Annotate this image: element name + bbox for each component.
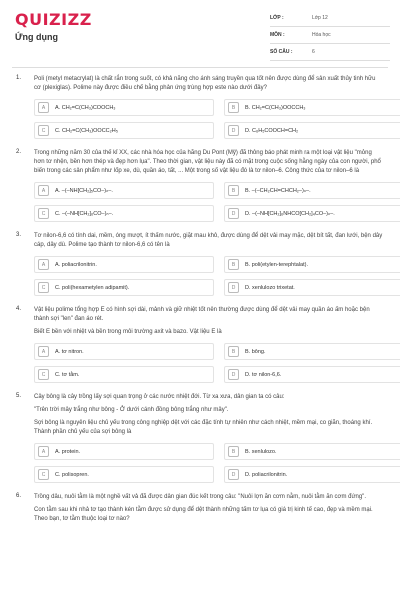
question-1 bbox=[0, 75, 400, 139]
option-text: B. CH₂=C(CH₃)OOCCH₃ bbox=[245, 104, 306, 111]
option-letter-box: C bbox=[38, 369, 49, 380]
answer-option-a[interactable] bbox=[34, 182, 214, 199]
question-paragraph: Trong những năm 30 của thế kỉ XX, các nhà hóa học của hãng Du Pont (Mỹ) đã thông báo phát minh ra một loại vật liệu "mỏng hơn tơ nhện, bền hơn thép và đẹp hơn lụa". Theo thời gian, vật liệu này đã có mặt trong cuộc sống hằng ngày của con người, phổ biến trong các sản phẩm như lốp xe, dù, quần áo, tất, ... Một trong số vật liệu đó là tơ nilon–6. Công thức của tơ nilon–6 là bbox=[34, 150, 381, 174]
option-letter-box: B bbox=[228, 259, 239, 270]
answer-option-a[interactable] bbox=[34, 99, 214, 116]
question-text bbox=[34, 232, 384, 250]
answer-option-a[interactable] bbox=[34, 256, 214, 273]
question-number: 1. bbox=[16, 75, 22, 81]
worksheet-header bbox=[0, 0, 400, 60]
option-letter-box: D bbox=[228, 469, 239, 480]
question-list bbox=[0, 75, 400, 534]
option-letter-box: A bbox=[38, 259, 49, 270]
question-4 bbox=[0, 306, 400, 383]
answer-option-d[interactable] bbox=[224, 279, 400, 296]
option-text: C. CH₂=C(CH₃)OOCC₂H₅ bbox=[55, 127, 118, 134]
quizizz-logo: QUIZIZZ bbox=[15, 10, 92, 29]
answer-option-a[interactable] bbox=[34, 443, 214, 460]
question-paragraph: Cây bông là cây trồng lấy sợi quan trọng ở các nước nhiệt đới. Từ xa xưa, dân gian ta có câu: bbox=[34, 394, 285, 400]
question-paragraph: Biết E bền với nhiệt và bền trong môi trường axit và bazo. Vật liệu E là bbox=[34, 329, 222, 335]
question-5 bbox=[0, 393, 400, 483]
option-text: D. –(–NH[CH₂]₆NHCO[CH₂]₄CO–)ₙ–. bbox=[245, 210, 335, 217]
answer-option-c[interactable] bbox=[34, 466, 214, 483]
question-2 bbox=[0, 149, 400, 222]
option-text: D. xenlulozo trixetat. bbox=[245, 284, 295, 291]
answer-option-b[interactable] bbox=[224, 343, 400, 360]
option-letter-box: B bbox=[228, 446, 239, 457]
answer-option-b[interactable] bbox=[224, 182, 400, 199]
answer-option-a[interactable] bbox=[34, 343, 214, 360]
answer-options bbox=[34, 343, 384, 383]
answer-option-c[interactable] bbox=[34, 366, 214, 383]
option-letter-box: D bbox=[228, 208, 239, 219]
option-text: C. polisopren. bbox=[55, 471, 89, 478]
answer-option-b[interactable] bbox=[224, 256, 400, 273]
option-letter-box: C bbox=[38, 282, 49, 293]
option-letter-box: A bbox=[38, 102, 49, 113]
option-text: A. protein. bbox=[55, 448, 81, 455]
question-paragraph: Sợi bông là nguyên liệu chủ yếu trong công nghiệp dệt với các đặc tính tự nhiên như cách nhiệt, mềm mại, co giãn, thoáng khí. Thành phần chủ yếu của sợi bông là bbox=[34, 420, 373, 435]
question-number: 2. bbox=[16, 149, 22, 155]
answer-options bbox=[34, 256, 384, 296]
answer-option-d[interactable] bbox=[224, 366, 400, 383]
meta-question-count: SỐ CÂU : 6 bbox=[270, 44, 390, 61]
option-text: A. poliacrilonitrin. bbox=[55, 261, 97, 268]
option-letter-box: A bbox=[38, 185, 49, 196]
worksheet-title: Ứng dụng bbox=[15, 32, 58, 42]
option-text: C. tơ tằm. bbox=[55, 371, 80, 378]
header-divider bbox=[12, 67, 388, 68]
option-text: B. xenlulozo. bbox=[245, 448, 277, 455]
answer-option-d[interactable] bbox=[224, 122, 400, 139]
answer-option-c[interactable] bbox=[34, 279, 214, 296]
option-text: C. –(–NH[CH₂]₆CO–)ₙ–. bbox=[55, 210, 114, 217]
answer-options bbox=[34, 99, 384, 139]
option-text: B. bông. bbox=[245, 348, 266, 355]
question-text bbox=[34, 75, 384, 93]
question-number: 6. bbox=[16, 493, 22, 499]
question-paragraph: Tơ nilon-6,6 có tính dai, mềm, óng mượt, ít thấm nước, giặt mau khô, được dùng để dệt vải may mặc, dệt bít tất, đan lưới, bện dây cáp, dây dù. Polime tạo thành tơ nilon-6,6 có tên là bbox=[34, 233, 383, 248]
answer-options bbox=[34, 182, 384, 222]
question-paragraph: Trồng dâu, nuôi tằm là một nghề vất vả đã được dân gian đúc kết trong câu: "Nuôi lợn ăn cơm nằm, nuôi tằm ăn cơm đứng". bbox=[34, 494, 366, 500]
meta-grade: LỚP : Lớp 12 bbox=[270, 10, 390, 27]
option-text: B. poli(etylen-terephtalat). bbox=[245, 261, 308, 268]
option-text: C. poli(hexametylen adipamit). bbox=[55, 284, 130, 291]
option-text: D. poliacrilonitrin. bbox=[245, 471, 288, 478]
question-text bbox=[34, 149, 384, 176]
worksheet-meta bbox=[270, 10, 390, 61]
question-text bbox=[34, 393, 384, 437]
option-text: D. tơ nilon-6,6. bbox=[245, 371, 282, 378]
option-letter-box: A bbox=[38, 346, 49, 357]
option-letter-box: C bbox=[38, 469, 49, 480]
question-paragraph: Poli (metyl metacrylat) là chất rắn trong suốt, có khả năng cho ánh sáng truyền qua tốt nên được dùng để sản xuất thủy tinh hữu cơ (plexiglas). Polime này được điều chế bằng phản ứng trùng hợp este nào dưới đây? bbox=[34, 76, 376, 91]
meta-subject: MÔN : Hóa học bbox=[270, 27, 390, 44]
answer-options bbox=[34, 443, 384, 483]
question-paragraph: "Trên trời mây trắng như bông - Ở dưới cánh đồng bông trắng như mây". bbox=[34, 407, 229, 413]
option-letter-box: C bbox=[38, 125, 49, 136]
question-number: 4. bbox=[16, 306, 22, 312]
option-letter-box: C bbox=[38, 208, 49, 219]
question-text bbox=[34, 493, 384, 524]
question-6 bbox=[0, 493, 400, 524]
question-number: 5. bbox=[16, 393, 22, 399]
answer-option-d[interactable] bbox=[224, 466, 400, 483]
option-text: B. –(–CH₂CH=CHCH₂–)ₙ–. bbox=[245, 187, 311, 194]
option-text: A. CH₂=C(CH₃)COOCH₃ bbox=[55, 104, 116, 111]
option-letter-box: D bbox=[228, 282, 239, 293]
option-text: A. –(–NH[CH₂]₅CO–)ₙ–. bbox=[55, 187, 113, 194]
question-3 bbox=[0, 232, 400, 296]
question-number: 3. bbox=[16, 232, 22, 238]
option-letter-box: D bbox=[228, 369, 239, 380]
option-letter-box: A bbox=[38, 446, 49, 457]
option-text: D. C₆H₅COOCH=CH₂ bbox=[245, 127, 299, 134]
answer-option-b[interactable] bbox=[224, 99, 400, 116]
question-text bbox=[34, 306, 384, 337]
answer-option-c[interactable] bbox=[34, 122, 214, 139]
option-letter-box: B bbox=[228, 102, 239, 113]
question-paragraph: Con tằm sau khi nhả tơ tạo thành kén tằm được sử dụng để dệt thành những tấm tơ lụa có giá trị kinh tế cao, đẹp và mềm mại. Theo bạn, tơ tằm thuộc loại tơ nào? bbox=[34, 507, 373, 522]
option-text: A. tơ nitron. bbox=[55, 348, 84, 355]
answer-option-d[interactable] bbox=[224, 205, 400, 222]
question-paragraph: Vật liệu polime tổng hợp E có hình sợi dài, mảnh và giữ nhiệt tốt nên thường được dùng để dệt vải may quần áo ấm hoặc bện thành sợi "len" đan áo rét. bbox=[34, 307, 370, 322]
answer-option-c[interactable] bbox=[34, 205, 214, 222]
option-letter-box: D bbox=[228, 125, 239, 136]
option-letter-box: B bbox=[228, 185, 239, 196]
option-letter-box: B bbox=[228, 346, 239, 357]
answer-option-b[interactable] bbox=[224, 443, 400, 460]
